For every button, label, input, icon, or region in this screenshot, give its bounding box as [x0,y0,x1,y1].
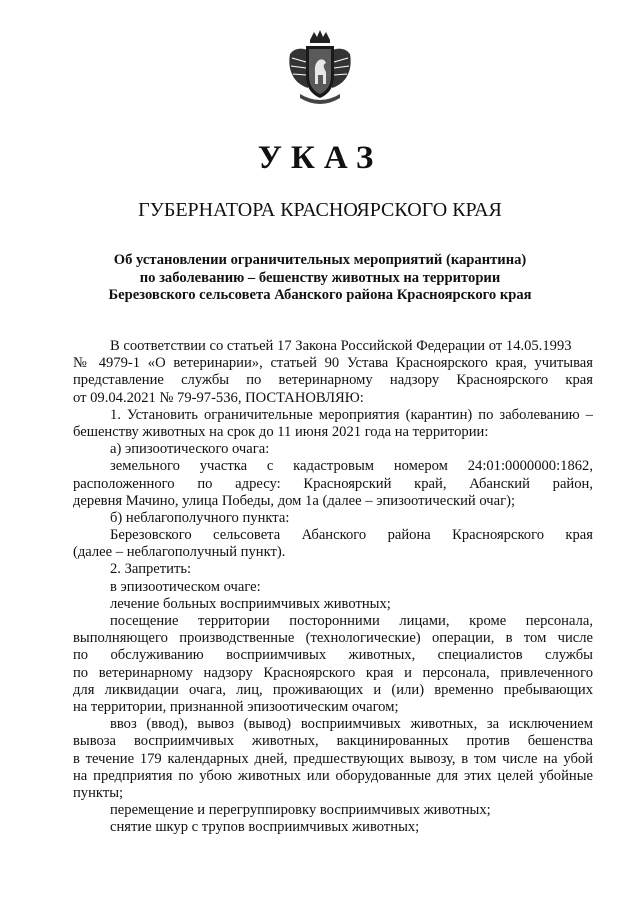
body-line: перемещение и перегруппировку восприимчивых животных; [110,802,491,819]
body-line: б) неблагополучного пункта: [110,509,290,526]
body-line: (далее – неблагополучный пункт). [73,544,286,561]
body-line: В соответствии со статьей 17 Закона Российской Федерации от 14.05.1993 [110,338,572,354]
decree-title [96,252,544,305]
body-line: расположенного по адресу: Красноярский край, Абанский район, [73,475,593,492]
body-line: Березовского сельсовета Абанского района Красноярского края [110,527,593,544]
body-line: на предприятия по убою животных или оборудованные для этих целей убойные [73,767,593,784]
body-line: бешенству животных на срок до 11 июня 2021 года на территории: [73,423,489,440]
body-line: снятие шкур с трупов восприимчивых животных; [110,819,420,836]
body-line: выполняющего производственные (технологические) операции, в том числе [73,630,593,647]
title-line: Об установлении ограничительных мероприятий (карантина) [113,252,527,268]
body-line: в эпизоотическом очаге: [110,578,261,595]
body-line: пункты; [73,784,124,801]
issuer-heading: ГУБЕРНАТОРА КРАСНОЯРСКОГО КРАЯ [138,199,502,221]
body-line: 1. Установить ограничительные мероприятия (карантин) по заболеванию – [110,406,593,423]
body-line: в течение 179 календарных дней, предшествующих вывозу, в том числе на убой [73,750,593,767]
body-line: для ликвидации очага, лиц, проживающих и (или) временно пребывающих [73,681,593,698]
body-line: посещение территории посторонними лицами, кроме персонала, [110,613,593,629]
body-line: ввоз (ввод), вывоз (вывод) восприимчивых животных, за исключением [110,716,593,733]
title-line: Березовского сельсовета Абанского района Красноярского края [108,287,532,303]
body-line: № 4979-1 «О ветеринарии», статьей 90 Устава Красноярского края, учитывая [73,355,593,372]
body-line: на территории, признанной эпизоотическим очагом; [73,698,399,715]
body-line: 2. Запретить: [110,561,192,578]
body-line: земельного участка с кадастровым номером 24:01:0000000:1862, [110,458,593,475]
body-line: вывоза восприимчивых животных, вакцинированных против бешенства [73,733,593,750]
body-line: по обслуживанию восприимчивых животных, специалистов службы [73,647,593,664]
body-line: от 09.04.2021 № 79-97-536, ПОСТАНОВЛЯЮ: [73,389,364,406]
body-line: деревня Мачино, улица Победы, дом 1а (далее – эпизоотический очаг); [73,492,516,509]
body-line: лечение больных восприимчивых животных; [110,595,391,612]
body-line: по ветеринарному надзору Красноярского края и персонала, привлеченного [73,664,593,681]
body-line: а) эпизоотического очага: [110,441,270,458]
decree-body [73,338,593,836]
coat-of-arms-icon [286,28,354,108]
body-line: представление службы по ветеринарному надзору Красноярского края [73,372,593,389]
document-type-heading: УКАЗ [257,140,383,176]
title-line: по заболеванию – бешенству животных на территории [139,269,501,286]
